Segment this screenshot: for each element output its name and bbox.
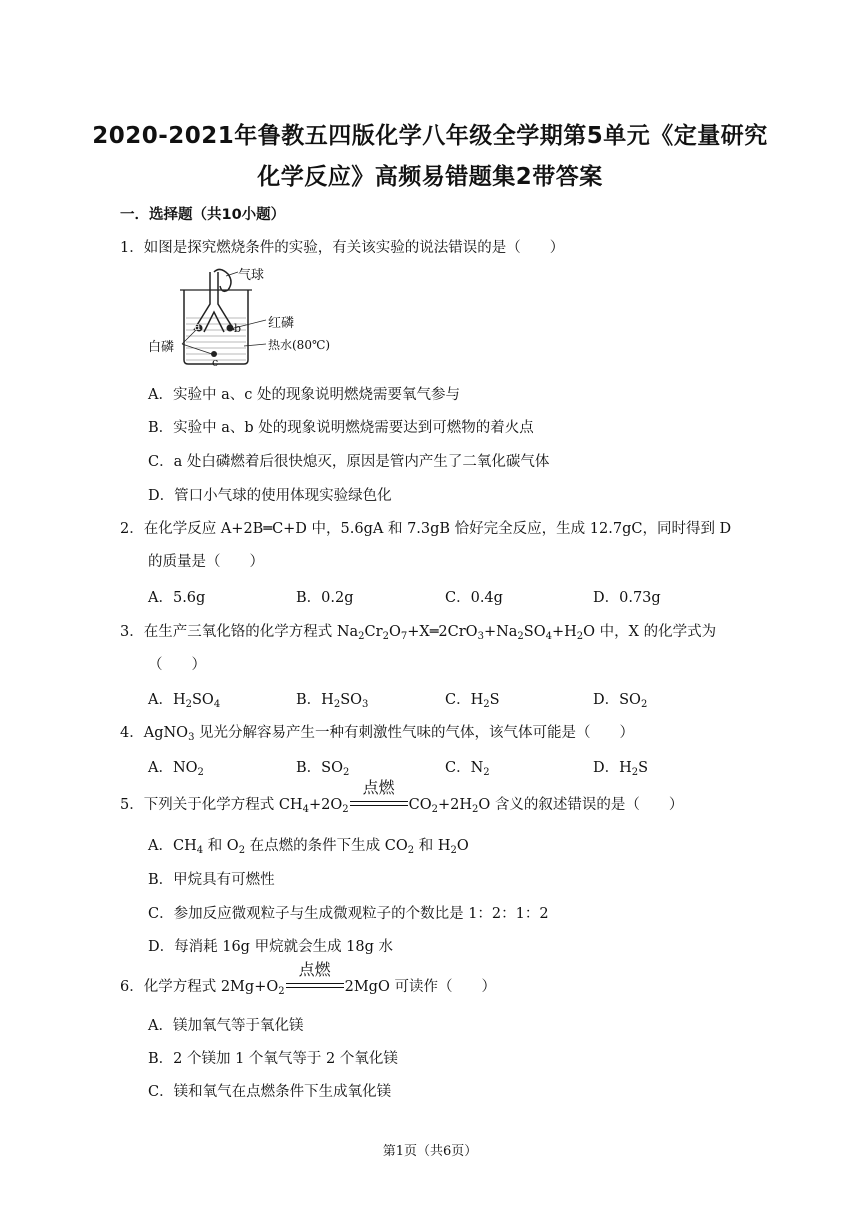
q1-stem: 1．如图是探究燃烧条件的实验，有关该实验的说法错误的是（ ） [120, 240, 565, 256]
q2-stem-line1: 2．在化学反应 A+2B═C+D 中，5.6gA 和 7.3gB 恰好完全反应，生成 12.7gC，同时得到 D [120, 521, 732, 537]
q6-stem: 6．化学方程式 $2Mg+O_2$ 点燃 2MgO 可读作（ ） [120, 960, 496, 997]
section-heading: 一．选择题（共10小题） [120, 207, 286, 223]
label-balloon: 气球 [238, 268, 265, 283]
q3-stem-line1: 3．在生产三氧化铬的化学方程式 $Na_2Cr_2O_7+X═2CrO_3+Na_2SO_4+H_2O$ 中，X 的化学式为 [120, 624, 717, 642]
q2-option-a: A．5.6g [148, 590, 206, 606]
q3-option-a: A．$H_2SO_4$ [148, 692, 221, 710]
q2-stem-line2: 的质量是（ ） [148, 554, 264, 570]
reaction-condition-equals: 点燃 [286, 977, 344, 991]
q1-option-d: D．管口小气球的使用体现实验绿色化 [148, 488, 392, 504]
q6-option-c: C．镁和氧气在点燃条件下生成氧化镁 [148, 1084, 392, 1100]
q4-option-c: C．$N_2$ [445, 760, 490, 778]
q1-option-b: B．实验中 a、b 处的现象说明燃烧需要达到可燃物的着火点 [148, 420, 534, 436]
combustion-apparatus-diagram [148, 268, 331, 370]
q6-option-b: B．2 个镁加 1 个氧气等于 2 个氧化镁 [148, 1051, 398, 1067]
q5-option-a: A．$CH_4$ 和 $O_2$ 在点燃的条件下生成 $CO_2$ 和 $H_2O$ [148, 838, 469, 856]
q5-option-c: C．参加反应微观粒子与生成微观粒子的个数比是 1：2：1：2 [148, 906, 549, 922]
q2-option-b: B．0.2g [296, 590, 354, 606]
q5-option-d: D．每消耗 16g 甲烷就会生成 18g 水 [148, 939, 394, 955]
q2-option-d: D．0.73g [593, 590, 661, 606]
q3-option-d: D．$SO_2$ [593, 692, 648, 710]
label-a: a [194, 320, 201, 333]
page-footer: 第1页（共6页） [382, 1144, 478, 1159]
q1-option-a: A．实验中 a、c 处的现象说明燃烧需要氧气参与 [148, 387, 460, 403]
label-c: c [212, 356, 219, 369]
q6-option-a: A．镁加氧气等于氧化镁 [148, 1018, 304, 1034]
q4-stem: 4．AgNO$_3$ 见光分解容易产生一种有刺激性气味的气体，该气体可能是（ ） [120, 725, 635, 743]
q3-option-c: C．$H_2S$ [445, 692, 500, 710]
label-b: b [234, 322, 242, 335]
q5-option-b: B．甲烷具有可燃性 [148, 872, 275, 888]
q4-option-d: D．$H_2S$ [593, 760, 649, 778]
q4-option-b: B．$SO_2$ [296, 760, 350, 778]
label-hot-water: 热水(80℃) [268, 338, 331, 352]
page-title-line2: 化学反应》高频易错题集2带答案 [257, 164, 603, 190]
page-title-line1: 2020-2021年鲁教五四版化学八年级全学期第5单元《定量研究 [92, 123, 768, 149]
q1-option-c: C．a 处白磷燃着后很快熄灭，原因是管内产生了二氧化碳气体 [148, 454, 550, 470]
label-white-phosphorus: 白磷 [148, 340, 175, 355]
label-red-phosphorus: 红磷 [268, 316, 295, 331]
q2-option-c: C．0.4g [445, 590, 503, 606]
q5-stem: 5．下列关于化学方程式 $CH_4+2O_2$ 点燃 $CO_2+2H_2O$ 含义的叙述错误的是（ ） [120, 778, 684, 815]
q3-stem-line2: （ ） [148, 657, 206, 673]
q4-option-a: A．$NO_2$ [148, 760, 204, 778]
reaction-condition-equals: 点燃 [350, 795, 408, 809]
q3-option-b: B．$H_2SO_3$ [296, 692, 369, 710]
